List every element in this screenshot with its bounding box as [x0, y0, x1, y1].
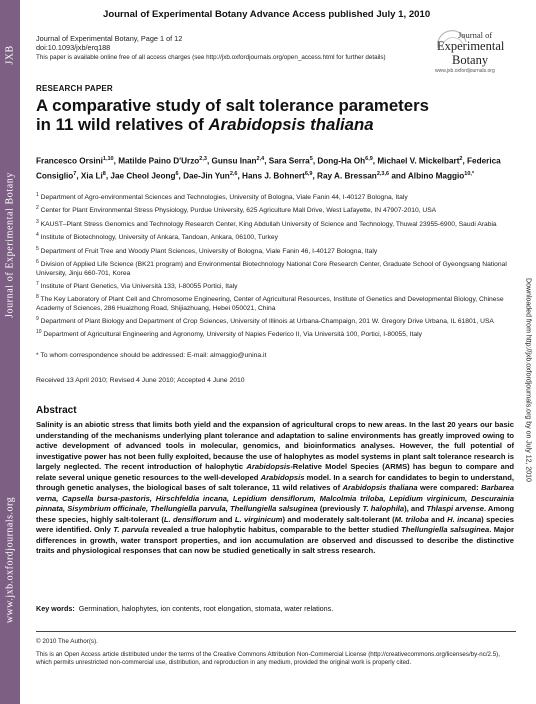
abstract-run: model. In a search for candidates to begin to understand, through genetic analyses, the biological bases of salt tolerance, 11 wild relatives of [36, 472, 514, 492]
affiliation-number: 8 [36, 294, 39, 301]
author-list: Francesco Orsini$^{1,10}$, Matilde Paino D'Urzo$^{2,3}$, Gunsu Inan$^{2,4}$, Sara Serra$^5$, Dong-Ha Oh$^{6,9}$, Michael V. Mickelbart$^2$, Federica Consiglio$^7$, Xia Li$^8$, Jae Cheol Jeong$^6$, Dae-Jin Yun$^{2,6}$, Hans J. Bohnert$^{6,9}$, Ray A. Bressan$^{2,3,6}$ and Albino Maggio$^{10,*}$ [36, 156, 501, 181]
advance-access-header: Journal of Experimental Botany Advance Access published July 1, 2010 [103, 9, 431, 20]
author-affiliation-marker: 1,10 [102, 156, 114, 162]
abstract-run: ) species were identified. Only [36, 514, 514, 534]
journal-logo [430, 28, 522, 76]
affiliation-item [36, 280, 516, 291]
title-line-1: A comparative study of salt tolerance parameters [36, 96, 429, 115]
abstract-run: and [428, 514, 448, 524]
abstract-run: revealed a true halophytic habitus, comparable to the better studied [148, 525, 402, 534]
sidebar-abbrev: JXB [4, 45, 16, 65]
author-affiliation-marker: 8 [102, 171, 106, 178]
doi: doi:10.1093/jxb/erq188 [36, 43, 111, 52]
affiliation-text: Division of Applied Life Science (BK21 program) and Environmental Biotechnology National Core Research Center, Graduate School of Gyeongsang National University, Jinju 660-701, Korea [36, 261, 507, 277]
open-access-note: This paper is available online free of all access charges (see http://jxb.oxfordjournals.org/open_access.html for further details) [36, 54, 386, 61]
author-name: Francesco Orsini [36, 156, 103, 166]
affiliation-number: 6 [36, 259, 39, 266]
author-name: Matilde Paino D'Urzo [118, 156, 200, 166]
abstract-italic-run: T. halophila [362, 504, 405, 513]
abstract-italic-run: H. incana [447, 514, 482, 524]
abstract-heading: Abstract [36, 405, 77, 416]
author-affiliation-marker: 2,3 [199, 156, 207, 162]
section-label: RESEARCH PAPER [36, 84, 113, 93]
sidebar-url: www.jxb.oxfordjournals.org [4, 496, 16, 624]
affiliation-list [36, 191, 516, 342]
abstract-italic-run: L. virginicum [234, 514, 283, 524]
affiliation-item [36, 293, 516, 313]
abstract-run: were compared: [417, 483, 482, 492]
abstract-run: ) and moderately salt-tolerant ( [282, 514, 395, 524]
abstract-italic-run: Thlaspi arvense [426, 504, 484, 513]
abstract-text [36, 420, 514, 557]
abstract-italic-run: M. triloba [394, 514, 429, 524]
title-line-2-prefix: in 11 wild relatives of [36, 115, 209, 134]
affiliation-item [36, 328, 516, 339]
affiliation-number: 7 [36, 280, 39, 287]
author-affiliation-marker: 6,9 [304, 171, 313, 178]
abstract-run: . Among these species, highly salt-tolerant ( [36, 504, 515, 524]
keywords-text: Germination, halophytes, ion contents, root elongation, stomata, water relations. [78, 604, 334, 613]
author-affiliation-marker: 5 [309, 156, 313, 162]
affiliation-number: 2 [36, 205, 39, 212]
author-name: Xia Li [80, 171, 103, 181]
abstract-italic-run: L. densiflorum [163, 514, 217, 524]
author-affiliation-marker: 6 [175, 171, 179, 178]
author-name: Sara Serra [268, 156, 310, 166]
author-affiliation-marker: 10,* [464, 171, 475, 178]
author-name: Federica Consiglio [36, 156, 501, 181]
author-name: Gunsu Inan [211, 156, 257, 166]
affiliation-item [36, 231, 516, 242]
author-affiliation-marker: 2 [459, 156, 463, 162]
affiliation-text: Institute of Plant Genetics, Via Università 133, I-80055 Portici, Italy [38, 283, 238, 291]
logo-line-2: Experimental [437, 39, 505, 53]
abstract-italic-run: Arabidopsis [246, 462, 291, 471]
author-name: Albino Maggio [407, 171, 465, 181]
affiliation-text: Department of Agro-environmental Sciences and Technologies, University of Bologna, Viale Fanin 44, I-40127 Bologna, Italy [38, 194, 408, 202]
affiliation-number: 3 [36, 218, 39, 225]
affiliation-text: Department of Agricultural Engineering and Agronomy, University of Napies Federico II, Via Università 100, Portici, I-80055, Italy [41, 331, 422, 339]
author-name: Michael V. Mickelbart [377, 156, 460, 166]
abstract-run: and [216, 514, 235, 524]
sidebar-journal-name: Journal of Experimental Botany [4, 171, 16, 319]
copyright: © 2010 The Author(s). [36, 638, 98, 645]
abstract-italic-run: Arabidopsis [260, 472, 305, 482]
correspondence-note: * To whom correspondence should be addressed: E-mail: almaggio@unina.it [36, 352, 267, 359]
journal-page-info: Journal of Experimental Botany, Page 1 of 12 [36, 34, 183, 43]
affiliation-text: Center for Plant Environmental Stress Physiology, Purdue University, 625 Agriculture Mall Drive, West Lafayette, IN 47907-2010, USA [38, 207, 437, 215]
author-name: Jae Cheol Jeong [110, 171, 176, 181]
abstract-run: -Relative Model Species (ARMS) has begun to compare and relate several unique genetic resources to the well-developed [36, 462, 514, 482]
affiliation-item [36, 245, 516, 256]
article-title [36, 96, 476, 134]
affiliation-number: 1 [36, 192, 39, 198]
affiliation-number: 4 [36, 232, 39, 239]
author-name: Dae-Jin Yun [183, 171, 230, 181]
keywords [36, 604, 514, 613]
abstract-italic-run: Barbarea verna, Capsella bursa-pastoris, Hirschfeldia incana, Lepidium densiflorum, Malcolmia triloba, Lepidium virginicum, Descurainia pinnata, Sisymbrium officinale, Thellungiella parvula, Thellungiella salsuginea [36, 483, 514, 513]
footer-divider [36, 631, 516, 632]
abstract-italic-run: Arabidopsis thaliana [342, 483, 418, 492]
author-affiliation-marker: 6,9 [365, 156, 373, 162]
abstract-italic-run: T. parvula [113, 525, 149, 534]
affiliation-number: 9 [36, 315, 39, 322]
author-affiliation-marker: 7 [73, 171, 77, 178]
author-affiliation-marker: 2,4 [256, 156, 265, 162]
abstract-run: . Major differences in growth, water transport properties, and ion accumulation are observed and discussed to describe the distinctive traits and physiological responses that can now be studied genetically in salt stress research. [36, 525, 514, 555]
author-affiliation-marker: 2,3,6 [376, 171, 390, 178]
author-name: Ray A. Bressan [317, 171, 377, 181]
affiliation-number: 5 [36, 245, 39, 252]
keywords-label: Key words: [36, 604, 75, 613]
affiliation-text: Institute of Biotechnology, University of Ankara, Tandoan, Ankara, 06100, Turkey [38, 234, 278, 242]
author-affiliation-marker: 2,6 [229, 171, 238, 178]
affiliation-text: Department of Fruit Tree and Woody Plant Sciences, University of Bologna, Viale Fanin 46, I-40127 Bologna, Italy [38, 247, 378, 255]
affiliation-item [36, 191, 516, 202]
title-line-2-italic: Arabidopsis thaliana [208, 115, 374, 134]
affiliation-item [36, 218, 516, 229]
author-name: Hans J. Bohnert [242, 171, 305, 181]
download-note: Downloaded from http://jxb.oxfordjournals.org by on July 12, 2010 [524, 278, 532, 482]
affiliation-item [36, 315, 516, 326]
affiliation-item [36, 258, 516, 278]
license-text: This is an Open Access article distributed under the terms of the Creative Commons Attribution Non-Commercial License (http://creativecommons.org/licenses/by-nc/2.5), which permits unrestricted non-commercial use, distribution, and reproduction in any medium, provided the original work is properly cited. [36, 651, 500, 666]
author-name: Dong-Ha Oh [317, 156, 366, 166]
affiliation-number: 10 [36, 329, 42, 336]
journal-sidebar [0, 0, 20, 704]
abstract-run: (previously [317, 504, 363, 513]
logo-line-3: Botany [452, 53, 489, 67]
affiliation-text: The Key Laboratory of Plant Cell and Chromosome Engineering, Center of Agricultural Resources, Institute of Genetics and Developmental Biology, Chinese Academy of Sciences, 286 Huaizhong Road, Shijiazhuang, Hebei 050021, China [36, 296, 504, 312]
logo-line-1: Journal of [458, 30, 493, 40]
affiliation-item [36, 204, 516, 215]
abstract-run: Salinity is an abiotic stress that limits both yield and the expansion of agricultural crops to new areas. In the last 20 years our basic understanding of the mechanisms underlying plant tolerance and adaptation to saline environments has greatly improved owing to active development of advanced tools in molecular, genomics, and bioinformatics analyses. However, the full potential of investigative power has not been fully exploited, because the use of halophytes as model systems in plant salt tolerance research is largely neglected. The recent introduction of halophytic [36, 420, 514, 471]
received-dates: Received 13 April 2010; Revised 4 June 2010; Accepted 4 June 2010 [36, 377, 245, 384]
affiliation-text: KAUST–Plant Stress Genomics and Technology Research Center, King Abdullah University of Science and Technology, Thuwal 23955-6900, Saudi Arabia [38, 221, 497, 229]
affiliation-text: Department of Plant Biology and Department of Crop Sciences, University of Illinois at Urbana-Champaign, 201 W. Gregory Drive Urbana, IL 61801, USA [38, 318, 494, 326]
abstract-italic-run: Thellungiella salsuginea [401, 525, 490, 534]
abstract-run: ), and [404, 504, 427, 513]
logo-url: www.jxb.oxfordjournals.org [435, 68, 495, 74]
